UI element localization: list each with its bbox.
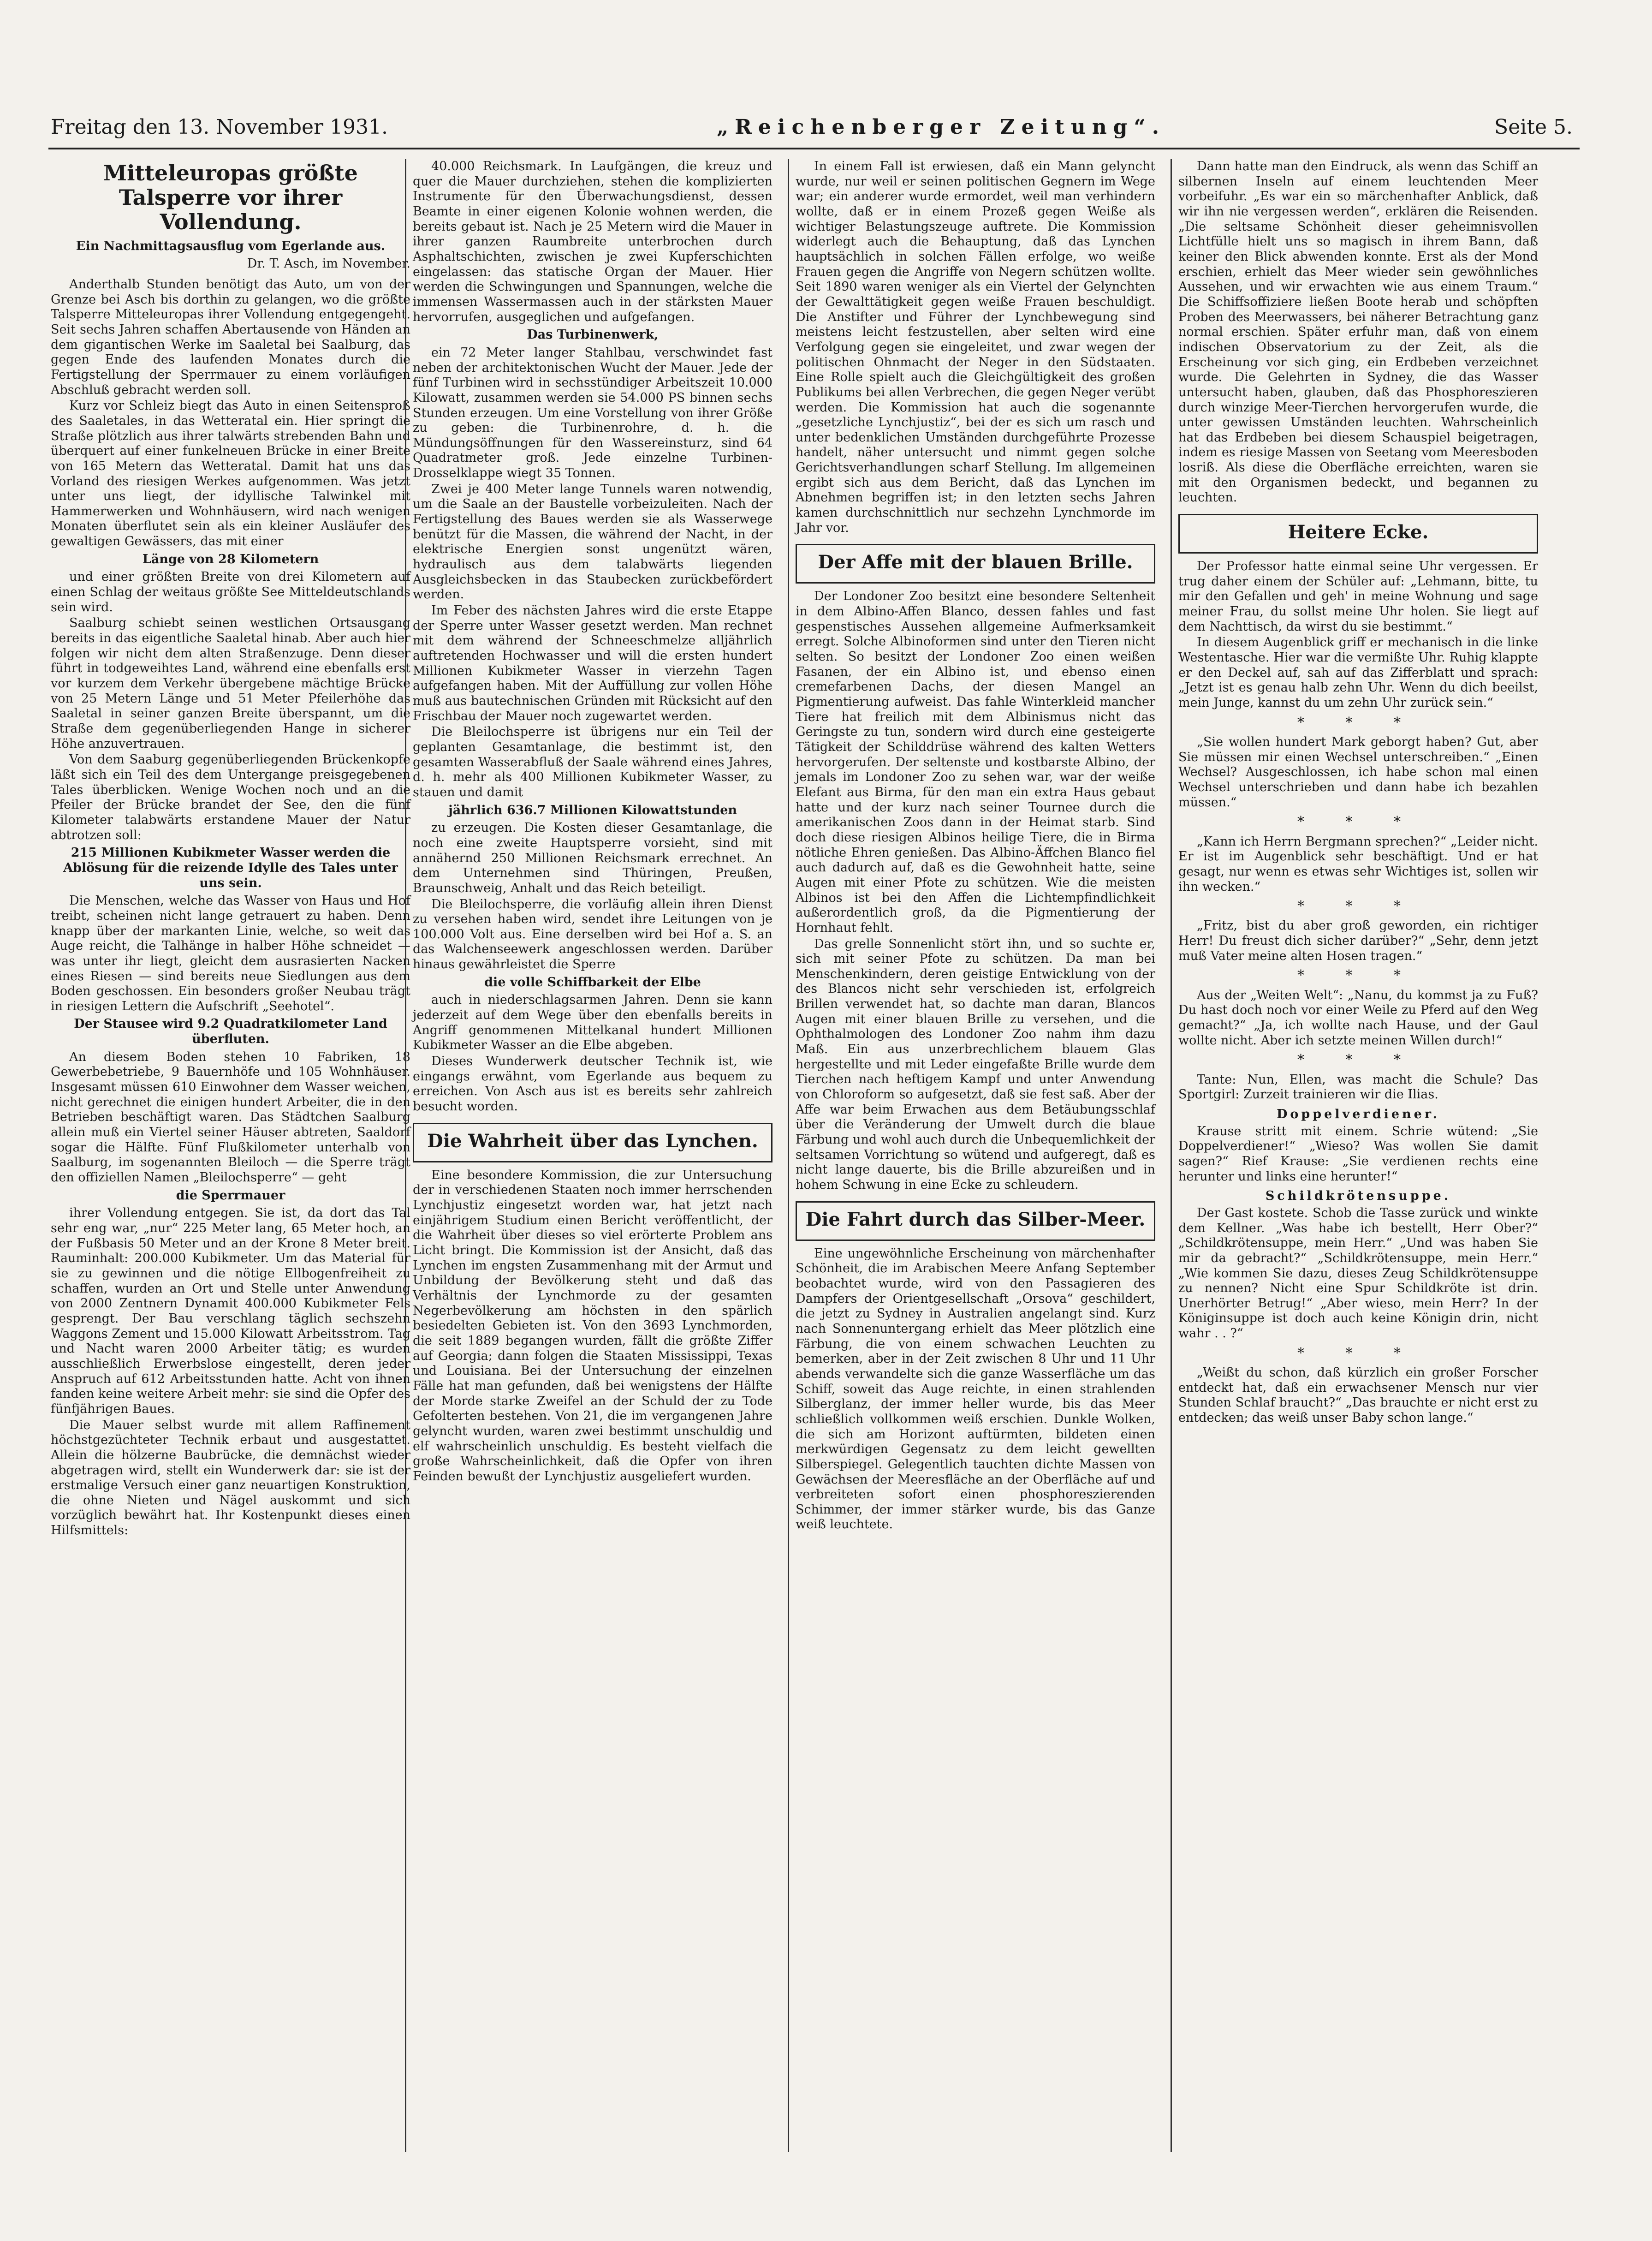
paragraph: Die Menschen, welche das Wasser von Haus und Hof treibt, scheinen nicht lange getrauert zu haben. Denn knapp über der markanten Linie, welche, so weit das Auge reicht, die Talhänge in halber Höhe schneidet — was unter ihr liegt, gleicht dem ausrasierten Nacken eines Riesen — sind bereits neue Siedlungen aus dem Boden geschossen. Ein besonders großer Neubau trägt in riesigen Lettern die Aufschrift „Seehotel“. — [51, 894, 410, 1013]
paragraph: Kurz vor Schleiz biegt das Auto in einen Seitensproß des Saaletales, in das Wetteratal ein. Hier springt die Straße plötzlich aus ihrer talwärts strebenden Bahn und überquert auf einer funkelneuen Brücke in einer Breite von 165 Metern das Wetteratal. Damit hat uns das Vorland des riesigen Werkes aufgenommen. Was jetzt unter uns liegt, der idyllische Talwinkel mit Hammerwerken und Wohnhäusern, wird nach wenigen Monaten überflutet sein als ein kleiner Ausläufer des gewaltigen Gewässers, das mit einer — [51, 399, 410, 549]
separator-stars: * * * — [1297, 898, 1420, 915]
paragraph: zu erzeugen. Die Kosten dieser Gesamtanlage, die noch eine zweite Hauptsperre vorsieht, sind mit annähernd 250 Millionen Reichsmark errechnet. An dem Unternehmen sind Thüringen, Preußen, Braunschweig, Anhalt und das Reich beteiligt. — [413, 821, 773, 895]
paragraph: Die Bleilochsperre, die vorläufig allein ihren Dienst zu versehen haben wird, sendet ihre Leitungen von je 100.000 Volt aus. Eine derselben wird bei Hof a. S. an das Walchenseewerk angeschlossen werden. Darüber hinaus gewährleistet die Sperre — [413, 897, 773, 972]
paragraph: Das grelle Sonnenlicht stört ihn, und so suchte er, sich mit seiner Pfote zu schützen. Da man bei Menschenkindern, deren geistige Entwicklung von der des Blancos nicht sehr verschieden ist, erfolgreich Brillen verwendet hat, so dachte man daran, Blancos Augen mit einer blauen Brille zu versehen, und die Ophthalmologen des Londoner Zoo nahm ihm dazu Maß. Ein aus unzerbrechlichem blauem Glas hergestellte und mit Leder eingefaßte Brille wurde dem Tierchen nach heftigem Kampf und unter Anwendung von Chloroform so aufgesetzt, daß sie fest saß. Aber der Affe war beim Erwachen aus dem Betäubungsschlaf über die Veränderung der Umwelt durch die blaue Färbung und wohl auch durch die Unbequemlichkeit der seltsamen Vorrichtung so wütend und aufgeregt, daß es nicht lange dauerte, bis die Brille abzureißen und in hohem Schwung in eine Ecke zu schleudern. — [796, 936, 1155, 1192]
joke-paragraph: Tante: Nun, Ellen, was macht die Schule? Das Sportgirl: Zurzeit trainieren wir die Ilias. — [1178, 1072, 1538, 1102]
article-title-box — [796, 544, 1155, 584]
separator-stars: * * * — [1297, 814, 1420, 830]
subheading: Der Stausee wird 9.2 Quadratkilometer Land überfluten. — [74, 1017, 387, 1047]
column-rule — [788, 159, 789, 2152]
article-title-lynchen: Die Wahrheit über das Lynchen. — [427, 1130, 758, 1152]
column-rule — [1171, 159, 1172, 2152]
paragraph: Zwei je 400 Meter lange Tunnels waren notwendig, um die Saale an der Baustelle vorbeizuleiten. Nach der Fertigstellung des Baues werden sie als Wasserwege benützt für die Massen, die während der Nacht, in der elektrische Energien sonst ungenützt wären, hydraulisch aus dem talabwärts liegenden Ausgleichsbecken in das Staubecken zurückbefördert werden. — [413, 482, 773, 602]
joke-paragraph: In diesem Augenblick griff er mechanisch in die linke Westentasche. Hier war die vermißte Uhr. Ruhig klappte er den Deckel auf, sah auf das Zifferblatt und sprach: „Jetzt ist es genau halb zehn Uhr. Wenn du dich beeilst, mein Junge, kannst du um zehn Uhr zurück sein.“ — [1178, 635, 1538, 710]
joke-paragraph: Der Professor hatte einmal seine Uhr vergessen. Er trug daher einem der Schüler auf: „Lehmann, bitte, tu mir den Gefallen und geh' in meine Wohnung und sage meiner Frau, du sollst meine Uhr holen. Sie liegt auf dem Nachttisch, da wirst du sie bestimmt.“ — [1178, 559, 1538, 634]
subheading: Doppelverdiener. — [1277, 1107, 1440, 1121]
paragraph: An diesem Boden stehen 10 Fabriken, 18 Gewerbebetriebe, 9 Bauernhöfe und 105 Wohnhäuser. Insgesamt müssen 610 Einwohner dem Wasser weichen, nicht gerechnet die einigen hundert Arbeiter, die in den Betrieben beschäftigt waren. Das Städtchen Saalburg allein muß ein Viertel seiner Häuser abtreten, Saaldorf sogar die Hälfte. Fünf Flußkilometer unterhalb von Saalburg, im sogenannten Bleiloch — die Sperre trägt den offiziellen Namen „Bleilochsperre“ — geht — [51, 1049, 410, 1185]
column-4 — [1178, 159, 1538, 1427]
article-subtitle: Ein Nachmittagsausflug vom Egerlande aus. — [76, 238, 386, 253]
header-page-number: Seite 5. — [1494, 115, 1573, 139]
paragraph: Im Feber des nächsten Jahres wird die erste Etappe der Sperre unter Wasser gesetzt werden. Man rechnet mit dem während der Schneeschmelze alljährlich auftretenden Hochwasser und will die ersten hundert Millionen Kubikmeter Wasser in vierzehn Tagen aufgefangen haben. Mit der Auffüllung zur vollen Höhe muß aus bautechnischen Gründen mit Rücksicht auf den Frischbau der Mauer noch zugewartet werden. — [413, 603, 773, 723]
subheading: Schildkrötensuppe. — [1265, 1189, 1451, 1204]
paragraph: Eine ungewöhnliche Erscheinung von märchenhafter Schönheit, die im Arabischen Meere Anfang September beobachtet wurde, wird von den Passagieren des Dampfers der Orientgesellschaft „Orsova“ geschildert, die jetzt zu Sydney in Australien angelangt sind. Kurz nach Sonnenuntergang erhielt das Meer plötzlich eine Färbung, die von einem schwachen Leuchten zu bemerken, aber in der Zeit zwischen 8 Uhr und 11 Uhr abends verwandelte sich die ganze Wasserfläche um das Schiff, soweit das Auge reichte, in einen strahlenden Silberglanz, der immer heller wurde, bis das Meer schließlich vollkommen weiß erschien. Dunkle Wolken, die sich am Horizont auftürmten, bildeten einen merkwürdigen Gegensatz zu dem leicht gewellten Silberspiegel. Gelegentlich tauchten dichte Massen von Gewächsen der Meeresfläche an der Oberfläche auf und verbreiteten sofort einen phosphoreszierenden Schimmer, der immer stärker wurde, bis das Ganze weiß leuchtete. — [796, 1246, 1155, 1532]
paragraph: Anderthalb Stunden benötigt das Auto, um von der Grenze bei Asch bis dorthin zu gelangen, wo die größte Talsperre Mitteleuropas ihrer Vollendung entgegengeht. Seit sechs Jahren schaffen Abertausende von Händen an dem gigantischen Werke im Saaletal bei Saalburg, das gegen Ende des laufenden Monates durch die Fertigstellung der Sperrmauer zu einem vorläufigen Abschluß gebracht werden soll. — [51, 277, 410, 397]
paragraph: ein 72 Meter langer Stahlbau, verschwindet fast neben der architektonischen Wucht der Mauer. Jede der fünf Turbinen wird in sechsstündiger Arbeitszeit 10.000 Kilowatt, zusammen werden sie 54.000 PS binnen sechs Stunden erzeugen. Um eine Vorstellung von ihrer Größe zu geben: die Turbinenrohre, d. h. die Mündungsöffnungen für den Wassereinsturz, sind 64 Quadratmeter groß. Jede einzelne Turbinen-Drosselklappe wiegt 35 Tonnen. — [413, 345, 773, 481]
article-title-heitere-ecke: Heitere Ecke. — [1288, 521, 1429, 543]
subheading: die volle Schiffbarkeit der Elbe — [484, 975, 701, 989]
joke-paragraph: Krause stritt mit einem. Schrie wütend: „Sie Doppelverdiener!“ „Wieso? Was wollen Sie damit sagen?“ Rief Krause: „Sie verdienen rechts eine herunter und links eine herunter!“ — [1178, 1124, 1538, 1184]
joke-paragraph: „Kann ich Herrn Bergmann sprechen?“ „Leider nicht. Er ist im Augenblick sehr beschäftigt. Und er hat gesagt, nur wenn es etwas sehr Wichtiges ist, sollen wir ihn wecken.“ — [1178, 834, 1538, 894]
paragraph: auch in niederschlagsarmen Jahren. Denn sie kann jederzeit auf dem Wege über den ebenfalls bereits in Angriff genommenen Mittelkanal hundert Millionen Kubikmeter Wasser an die Elbe abgeben. — [413, 993, 773, 1053]
paragraph: In einem Fall ist erwiesen, daß ein Mann gelyncht wurde, nur weil er seinen politischen Gegnern im Wege war; ein anderer wurde ermordet, weil man verhindern wollte, daß er in einem Prozeß gegen Weiße als wichtiger Belastungszeuge auftrete. Die Kommission widerlegt auch die Behauptung, daß das Lynchen hauptsächlich in solchen Fällen erfolge, wo weiße Frauen gegen die Angriffe von Negern schützen wollte. Seit 1890 waren weniger als ein Viertel der Gelynchten der Gewalttätigkeit gegen weiße Frauen beschuldigt. Die Anstifter und Führer der Lynchbewegung sind meistens leicht festzustellen, aber selten wird eine Verfolgung gegen sie eingeleitet, und zwar wegen der politischen Ohnmacht der Neger in den Südstaaten. Eine Rolle spielt auch die Gleichgültigkeit des großen Publikums bei allen Verbrechen, die gegen Neger verübt werden. Die Kommission hat auch die sogenannte „gesetzliche Lynchjustiz“, bei der es sich um rasch und unter bedenklichen Umständen durchgeführte Prozesse handelt, näher untersucht und nimmt gegen solche Gerichtsverhandlungen scharf Stellung. Im allgemeinen ergibt sich aus dem Bericht, daß das Lynchen im Abnehmen begriffen ist; in den letzten sechs Jahren kamen durchschnittlich nur sechzehn Lynchmorde im Jahr vor. — [796, 159, 1155, 535]
subheading: die Sperrmauer — [176, 1188, 285, 1203]
article-byline: Dr. T. Asch, im November. — [247, 256, 410, 271]
subheading: Länge von 28 Kilometern — [142, 552, 319, 566]
paragraph: Saalburg schiebt seinen westlichen Ortsausgang bereits in das eigentliche Saaletal hinab. Aber auch hier folgen wir nicht dem alten Straßenzuge. Denn dieser führt in todgeweihtes Land, während eine ebenfalls erst vor kurzem dem Verkehr übergebene mächtige Brücke von 25 Metern Länge und 51 Meter Pfeilerhöhe das Saaletal in seiner ganzen Breite überspannt, um die Straße dem gegenüberliegenden Hange in sicherer Höhe anzuvertrauen. — [51, 616, 410, 751]
paragraph: Die Bleilochsperre ist übrigens nur ein Teil der geplanten Gesamtanlage, die bestimmt ist, den gesamten Wasserabfluß der Saale während eines Jahres, d. h. mehr als 400 Millionen Kubikmeter Wasser, zu stauen und damit — [413, 725, 773, 799]
paragraph: Von dem Saaburg gegenüberliegenden Brückenkopfe läßt sich ein Teil des dem Untergange preisgegebenen Tales überblicken. Wenige Wochen noch und an die Pfeiler der Brücke brandet der See, den die fünf Kilometer talabwärts erstandene Mauer der Natur abtrotzen soll: — [51, 752, 410, 842]
paragraph: und einer größten Breite von drei Kilometern auf einen Schlag der weitaus größte See Mitteldeutschlands sein wird. — [51, 570, 410, 614]
column-2 — [413, 159, 773, 1485]
article-title-box — [413, 1123, 773, 1162]
joke-paragraph: „Sie wollen hundert Mark geborgt haben? Gut, aber Sie müssen mir einen Wechsel unterschreiben.“ „Einen Wechsel? Ausgeschlossen, ich habe schon mal einen Wechsel unterschrieben und dann habe ich bezahlen müssen.“ — [1178, 734, 1538, 810]
article-title-box — [796, 1201, 1155, 1241]
paragraph: Dieses Wunderwerk deutscher Technik ist, wie eingangs erwähnt, vom Egerlande aus bequem zu erreichen. Von Asch aus ist es bereits sehr zahlreich besucht worden. — [413, 1054, 773, 1114]
subheading: Das Turbinenwerk, — [527, 328, 659, 342]
joke-paragraph: „Weißt du schon, daß kürzlich ein großer Forscher entdeckt hat, daß ein erwachsener Mensch nur vier Stunden Schlaf braucht?“ „Das brauchte er nicht erst zu entdecken; das weiß unser Baby schon lange.“ — [1178, 1365, 1538, 1425]
separator-stars: * * * — [1297, 967, 1420, 984]
article-title-box — [1178, 514, 1538, 554]
subheading: 215 Millionen Kubikmeter Wasser werden die Ablösung für die reizende Idylle des Tales unter uns sein. — [63, 846, 398, 890]
column-1 — [51, 159, 410, 1539]
joke-paragraph: Aus der „Weiten Welt“: „Nanu, du kommst ja zu Fuß? Du hast doch noch vor einer Weile zu Pferd auf den Weg gemacht?“ „Ja, ich wollte nach Hause, und der Gaul wollte nicht. Aber ich setzte meinen Willen durch!“ — [1178, 988, 1538, 1048]
separator-stars: * * * — [1297, 1052, 1420, 1068]
joke-paragraph: Der Gast kostete. Schob die Tasse zurück und winkte dem Kellner. „Was habe ich bestellt, Herr Ober?“ „Schildkrötensuppe, mein Herr.“ „Und was haben Sie mir da gebracht?“ „Schildkrötensuppe, mein Herr.“ „Wie kommen Sie dazu, dieses Zeug Schildkrötensuppe zu nennen? Nicht eine Spur Schildkröte ist drin. Unerhörter Betrug!“ „Aber wieso, mein Herr? In der Königinsuppe ist doch auch keine Königin drin, nicht wahr . . ?“ — [1178, 1205, 1538, 1341]
separator-stars: * * * — [1297, 714, 1420, 731]
article-title-talsperre: Mitteleuropas größte Talsperre vor ihrer Vollendung. — [103, 161, 358, 234]
page-header — [51, 111, 1573, 143]
paragraph: 40.000 Reichsmark. In Laufgängen, die kreuz und quer die Mauer durchziehen, stehen die komplizierten Instrumente für den Überwachungsdienst, dessen Beamte in einer eigenen Kolonie wohnen werden, die bereits gebaut ist. Nach je 25 Metern wird die Mauer in ihrer ganzen Raumbreite unterbrochen durch Asphaltschichten, zwischen je zwei Kupferschichten eingelassen: das statische Organ der Mauer. Hier werden die Schwingungen und Spannungen, welche die immensen Wassermassen auch in der stärksten Mauer hervorrufen, ausgeglichen und aufgefangen. — [413, 159, 773, 324]
column-3 — [796, 159, 1155, 1533]
joke-paragraph: „Fritz, bist du aber groß geworden, ein richtiger Herr! Du freust dich sicher darüber?“ „Sehr, denn jetzt muß Vater meine alten Hosen tragen.“ — [1178, 918, 1538, 963]
header-date: Freitag den 13. November 1931. — [51, 115, 388, 139]
paragraph: Eine besondere Kommission, die zur Untersuchung der in verschiedenen Staaten noch immer herrschenden Lynchjustiz eingesetzt worden war, hat jetzt nach einjährigem Studium einen Bericht veröffentlicht, der die Wahrheit über dieses so viel erörterte Problem ans Licht bringt. Die Kommission ist der Ansicht, daß das Lynchen im engsten Zusammenhang mit der Armut und Unbildung der Bevölkerung steht und daß das Verhältnis der Lynchmorde zu der gesamten Negerbevölkerung am höchsten in den spärlich besiedelten Gebieten ist. Von den 3693 Lynchmorden, die seit 1889 begangen wurden, fällt die größte Ziffer auf Georgia; dann folgen die Staaten Mississippi, Texas und Louisiana. Bei der Untersuchung der einzelnen Fälle hat man gefunden, daß bei wenigstens der Hälfte der Morde starke Zweifel an der Schuld der zu Tode Gefolterten bestehen. Von 21, die im vergangenen Jahre gelyncht wurden, waren zwei bestimmt unschuldig und elf wahrscheinlich unschuldig. Es besteht vielfach die große Wahrscheinlichkeit, daß die Opfer von ihren Feinden bewußt der Lynchjustiz ausgeliefert wurden. — [413, 1168, 773, 1484]
article-title-affe: Der Affe mit der blauen Brille. — [818, 551, 1133, 573]
paragraph: Der Londoner Zoo besitzt eine besondere Seltenheit in dem Albino-Affen Blanco, dessen fahles und fast gespenstisches Aussehen allgemeine Aufmerksamkeit erregt. Solche Albinoformen sind unter den Tieren nicht selten. So besitzt der Londoner Zoo einen weißen Fasanen, der ein Albino ist, und ebenso einen cremefarbenen Dachs, der diesen Mangel an Pigmentierung aufweist. Das fahle Winterkleid mancher Tiere hat freilich mit dem Albinismus nicht das Geringste zu tun, sondern wird durch eine gesteigerte Tätigkeit der Schilddrüse während des kalten Wetters hervorgerufen. Der seltenste und kostbarste Albino, der jemals im Londoner Zoo zu sehen war, war der weiße Elefant aus Birma, für den man ein extra Haus gebaut hatte und der kurz nach seiner Tournee durch die amerikanischen Zoos dann in der Heimat starb. Sind doch diese riesigen Albinos heilige Tiere, die in Birma nötliche Ehren genießen. Das Albino-Äffchen Blanco fiel auch dadurch auf, daß es die Gewohnheit hatte, seine Augen mit einer Pfote zu schützen. Wie die meisten Albinos ist bei den Affen die Lichtempfindlichkeit außerordentlich groß, da die Pigmentierung der Hornhaut fehlt. — [796, 589, 1155, 935]
header-masthead: „Reichenberger Zeitung“. — [717, 115, 1166, 139]
paragraph: Dann hatte man den Eindruck, als wenn das Schiff an silbernen Inseln auf einem leuchtenden Meer vorbeifuhr. „Es war ein so märchenhafter Anblick, daß wir ihn nie vergessen werden“, erklären die Reisenden. „Die seltsame Schönheit dieser geheimnisvollen Lichtfülle hielt uns so magisch in ihrem Bann, daß keiner den Blick abwenden konnte. Erst als der Mond erschien, erhielt das Meer wieder sein gewöhnliches Aussehen, und wir erwachten wie aus einem Traum.“ Die Schiffsoffiziere ließen Boote herab und schöpften Proben des Meerwassers, bei näherer Betrachtung ganz normal erschien. Später erfuhr man, daß von einem indischen Observatorium zu der Zeit, als die Erscheinung vor sich ging, ein Erdbeben verzeichnet wurde. Die Gelehrten in Sydney, die das Wasser untersucht haben, glauben, daß das Phosphoreszieren durch winzige Meer-Tierchen hervorgerufen wurde, die unter gewissen Umständen leuchten. Wahrscheinlich hat das Erdbeben bei diesem Schauspiel beigetragen, indem es riesige Massen von Seetang vom Meeresboden losriß. Als diese die Oberfläche erreichten, waren sie mit den Organismen bedeckt, und begannen zu leuchten. — [1178, 159, 1538, 505]
subheading: jährlich 636.7 Millionen Kilowattstunden — [448, 803, 737, 817]
paragraph: Die Mauer selbst wurde mit allem Raffinement höchstgezüchteter Technik erbaut und ausgestattet. Allein die hölzerne Baubrücke, die demnächst wieder abgetragen wird, stellt ein Wunderwerk dar: sie ist der erstmalige Versuch einer ganz neuartigen Konstruktion, die ohne Nieten und Nägel auskommt und sich vorzüglich bewährt hat. Ihr Kostenpunkt dieses einen Hilfsmittels: — [51, 1418, 410, 1538]
paragraph: ihrer Vollendung entgegen. Sie ist, da dort das Tal sehr eng war, „nur“ 225 Meter lang, 65 Meter hoch, an der Fußbasis 50 Meter und an der Krone 8 Meter breit. Rauminhalt: 200.000 Kubikmeter. Um das Material für sie zu gewinnen und die nötige Ellbogenfreiheit zu schaffen, wurden an Ort und Stelle unter Anwendung von 2000 Zentnern Dynamit 400.000 Kubikmeter Fels gesprengt. Der Bau verschlang täglich sechszehn Waggons Zement und 15.000 Kilowatt Arbeitsstrom. Tag und Nacht waren 2000 Arbeiter tätig; es wurden ausschließlich Erwerbslose eingestellt, deren jeder Anspruch auf 612 Arbeitsstunden hatte. Acht von ihnen fanden keine weitere Arbeit mehr: sie sind die Opfer des fünfjährigen Baues. — [51, 1206, 410, 1416]
header-rule — [48, 148, 1580, 149]
separator-stars: * * * — [1297, 1345, 1420, 1361]
article-title-silbermeer: Die Fahrt durch das Silber-Meer. — [805, 1208, 1146, 1230]
